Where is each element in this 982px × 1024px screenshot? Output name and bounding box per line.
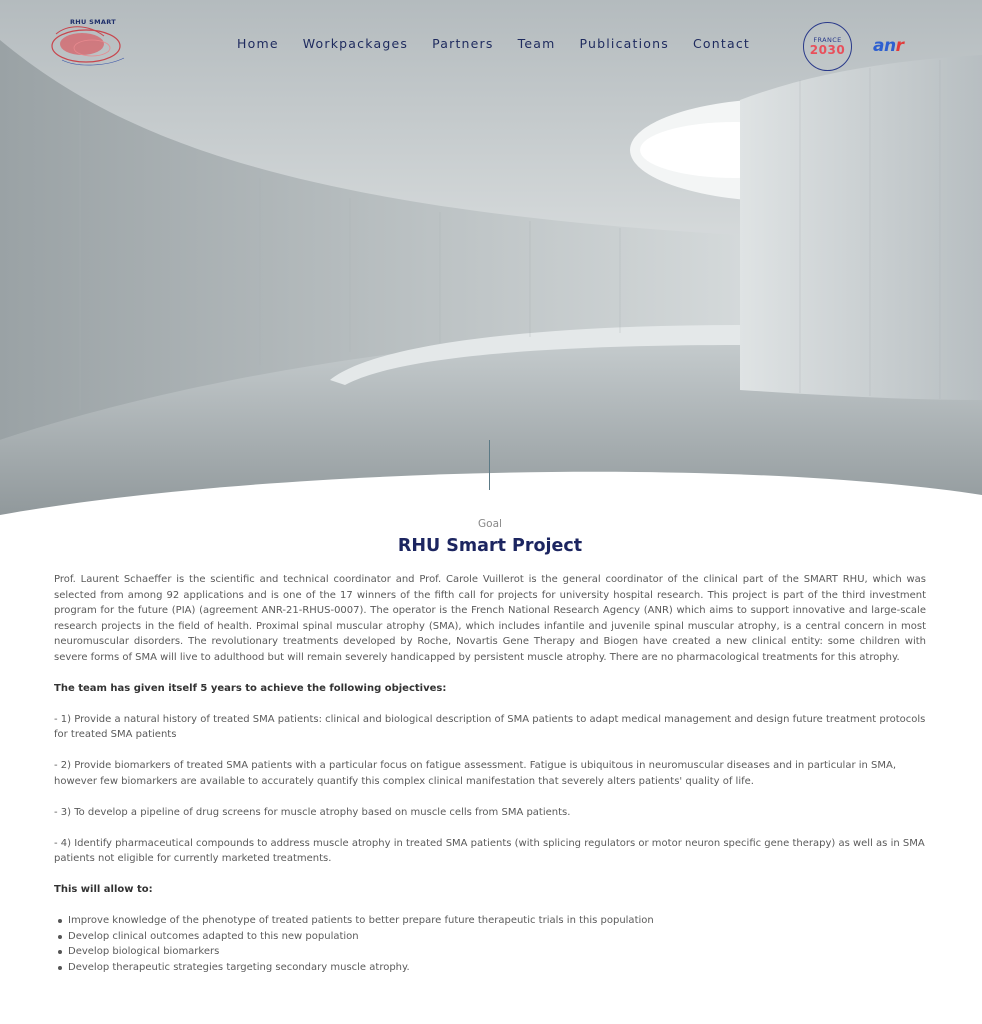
objective-2: - 2) Provide biomarkers of treated SMA patients with a particular focus on fatigue assessment. Fatigue is ubiquitous in neuromuscular diseases and in particular in SMA, however few biomarkers are available to accurately quantify this complex clinical manifestation that severely alters patients' quality of life. [54, 760, 897, 787]
anr-logo[interactable] [873, 36, 903, 56]
list-item: Develop clinical outcomes adapted to this new population [58, 929, 926, 945]
anr-logo-main: an [873, 36, 896, 56]
france-2030-logo[interactable] [803, 22, 852, 71]
objective-1: - 1) Provide a natural history of treated SMA patients: clinical and biological description of SMA patients to adapt medical management and design future treatment protocols for treated SMA patients [54, 713, 926, 740]
scroll-indicator-line [489, 440, 490, 490]
benefits-list [58, 913, 926, 975]
nav-workpackages[interactable]: Workpackages [302, 36, 409, 51]
main-navigation [237, 36, 750, 52]
logo-title: RHU SMART [70, 18, 117, 26]
nav-partners[interactable]: Partners [432, 36, 494, 51]
nav-publications[interactable]: Publications [579, 36, 669, 51]
objective-4: - 4) Identify pharmaceutical compounds to address muscle atrophy in treated SMA patients (with splicing regulators or motor neuron specific gene therapy) as well as in SMA patients not eligible for currently marketed treatments. [54, 837, 925, 864]
objective-3: - 3) To develop a pipeline of drug screens for muscle atrophy based on muscle cells from SMA patients. [54, 806, 571, 818]
intro-paragraph: Prof. Laurent Schaeffer is the scientific and technical coordinator and Prof. Carole Vuillerot is the general coordinator of the clinical part of the SMART RHU, which was selected from among 92 applications and is one of the 17 winners of the fifth call for projects for university hospital research. This project is part of the third investment program for the future (PIA) (agreement ANR-21-RHUS-0007). The operator is the French National Research Agency (ANR) which aims to support innovative and large-scale research projects in the field of health. Proximal spinal muscular atrophy (SMA), which includes infantile and juvenile spinal muscular atrophy, is a central concern in most neuromuscular disorders. The revolutionary treatments developed by Roche, Novartis Gene Therapy and Biogen have created a new clinical entity: some children with severe forms of SMA will live to adulthood but will remain severely handicapped by persistent muscle atrophy. There are no pharmacological treatments for this atrophy. [54, 574, 926, 663]
objectives-heading: The team has given itself 5 years to achieve the following objectives: [54, 682, 447, 694]
rhu-smart-logo[interactable] [48, 14, 130, 70]
list-item: Improve knowledge of the phenotype of treated patients to better prepare future therapeutic trials in this population [58, 913, 926, 929]
list-item: Develop biological biomarkers [58, 944, 926, 960]
france-2030-label: FRANCE [813, 36, 842, 44]
france-2030-year: 2030 [809, 43, 846, 57]
nav-team[interactable]: Team [517, 36, 556, 51]
section-title: RHU Smart Project [397, 536, 583, 556]
allow-heading: This will allow to: [54, 884, 153, 895]
nav-contact[interactable]: Contact [692, 36, 751, 51]
anr-logo-accent: r [895, 36, 904, 56]
nav-home[interactable]: Home [237, 36, 279, 51]
list-item: Develop therapeutic strategies targeting secondary muscle atrophy. [58, 960, 926, 976]
goal-section [54, 518, 926, 975]
section-eyebrow: Goal [478, 518, 502, 530]
